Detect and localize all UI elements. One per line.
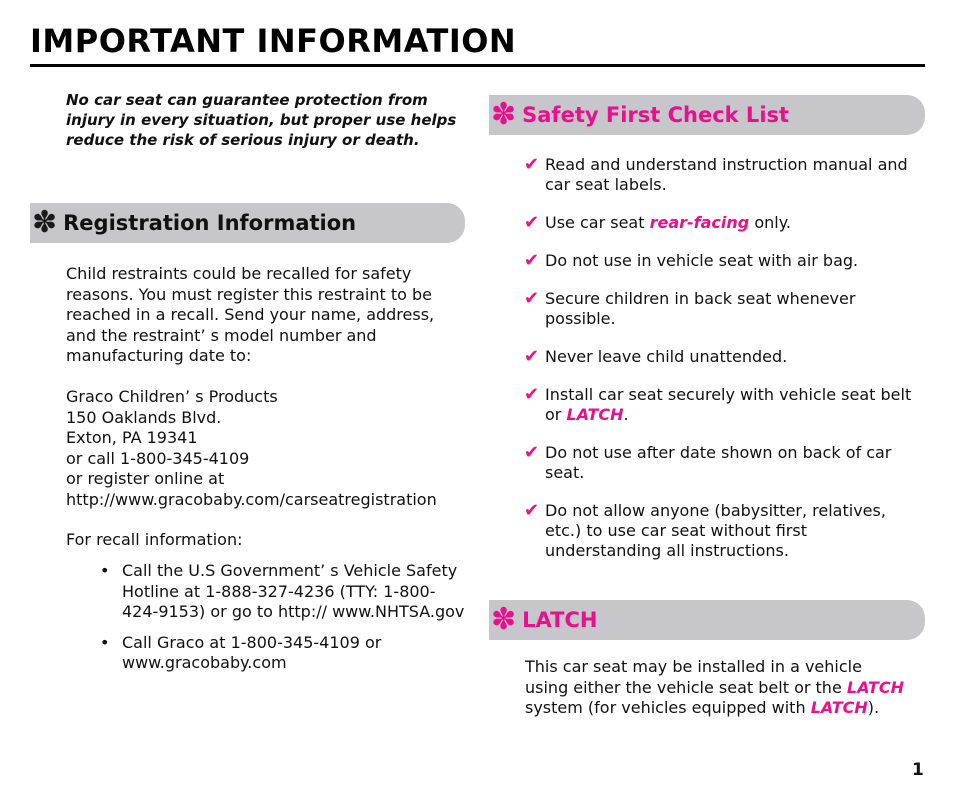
latch-text: This car seat may be installed in a vehicle using either the vehicle seat belt or the xyxy=(525,657,862,697)
list-item xyxy=(524,501,924,561)
latch-heading-bar xyxy=(489,600,925,640)
checklist-text: Do not use in vehicle seat with air bag. xyxy=(545,251,859,270)
checkmark-icon: ✔ xyxy=(524,384,540,405)
list-item xyxy=(524,347,924,367)
checklist-text: Never leave child unattended. xyxy=(545,347,788,366)
checkmark-icon: ✔ xyxy=(524,442,540,463)
checkmark-icon: ✔ xyxy=(524,288,540,309)
safety-heading: Safety First Check List xyxy=(522,103,790,127)
checklist-text: Secure children in back seat whenever possible. xyxy=(545,289,856,328)
checklist-text: Do not allow anyone (babysitter, relatives, etc.) to use car seat without first understanding all instructions. xyxy=(545,501,886,560)
bullet-icon: • xyxy=(100,561,110,580)
checkmark-icon: ✔ xyxy=(524,500,540,521)
checklist-text-end: . xyxy=(623,405,629,424)
safety-heading-bar xyxy=(489,95,925,135)
recall-bullet-text: Call the U.S Government’ s Vehicle Safety Hotline at 1-888-327-4236 (TTY: 1-800-424-9153) or go to http:// www.NHTSA.gov xyxy=(122,561,465,621)
list-item xyxy=(524,289,924,329)
safety-checklist xyxy=(524,155,924,579)
checklist-text: Use car seat xyxy=(545,213,650,232)
list-item xyxy=(100,633,465,674)
flower-icon: ✽ xyxy=(491,602,517,637)
list-item xyxy=(524,385,924,425)
intro-warning: No car seat can guarantee protection from injury in every situation, but proper use helps reduce the risk of serious injury or death. xyxy=(66,91,457,149)
latch-emphasis: LATCH xyxy=(566,405,624,424)
page-number: 1 xyxy=(912,760,924,780)
registration-paragraph: Child restraints could be recalled for safety reasons. You must register this restraint to be reached in a recall. Send your name, address, and the restraint’ s model number and manufacturing date to: xyxy=(66,264,435,365)
checkmark-icon: ✔ xyxy=(524,154,540,175)
registration-heading: Registration Information xyxy=(63,211,357,235)
checkmark-icon: ✔ xyxy=(524,250,540,271)
checklist-text: Install car seat securely with vehicle seat belt or xyxy=(545,385,912,424)
flower-icon: ✽ xyxy=(491,97,517,132)
registration-heading-bar xyxy=(30,203,465,243)
list-item xyxy=(100,561,465,623)
latch-emphasis: LATCH xyxy=(810,698,868,717)
flower-icon: ✽ xyxy=(32,205,58,240)
recall-label: For recall information: xyxy=(66,530,243,549)
checklist-text-end: only. xyxy=(749,213,791,232)
title-divider xyxy=(30,64,925,67)
list-item xyxy=(524,155,924,195)
latch-paragraph xyxy=(525,657,905,719)
list-item xyxy=(524,251,924,271)
mailing-address xyxy=(66,387,466,510)
address-line: or call 1-800-345-4109 xyxy=(66,448,250,468)
rear-facing-emphasis: rear-facing xyxy=(649,213,750,232)
latch-text: system (for vehicles equipped with xyxy=(525,698,811,717)
checkmark-icon: ✔ xyxy=(524,212,540,233)
checkmark-icon: ✔ xyxy=(524,346,540,367)
list-item xyxy=(524,213,924,233)
checklist-text: Do not use after date shown on back of car seat. xyxy=(545,443,892,482)
address-line: Graco Children’ s Products xyxy=(66,387,278,406)
latch-heading: LATCH xyxy=(522,608,598,632)
bullet-icon: • xyxy=(100,632,110,652)
recall-bullet-text: Call Graco at 1-800-345-4109 or www.gracobaby.com xyxy=(122,632,382,672)
registration-url: http://www.gracobaby.com/carseatregistration xyxy=(66,489,437,509)
address-line: Exton, PA 19341 xyxy=(66,428,198,447)
latch-emphasis: LATCH xyxy=(846,677,904,697)
list-item xyxy=(524,443,924,483)
address-line: or register online at xyxy=(66,469,225,488)
page-title: IMPORTANT INFORMATION xyxy=(30,22,517,60)
address-line: 150 Oaklands Blvd. xyxy=(66,407,222,427)
recall-bullet-list xyxy=(100,561,465,684)
checklist-text: Read and understand instruction manual and car seat labels. xyxy=(545,155,908,194)
latch-text: ). xyxy=(867,698,880,717)
